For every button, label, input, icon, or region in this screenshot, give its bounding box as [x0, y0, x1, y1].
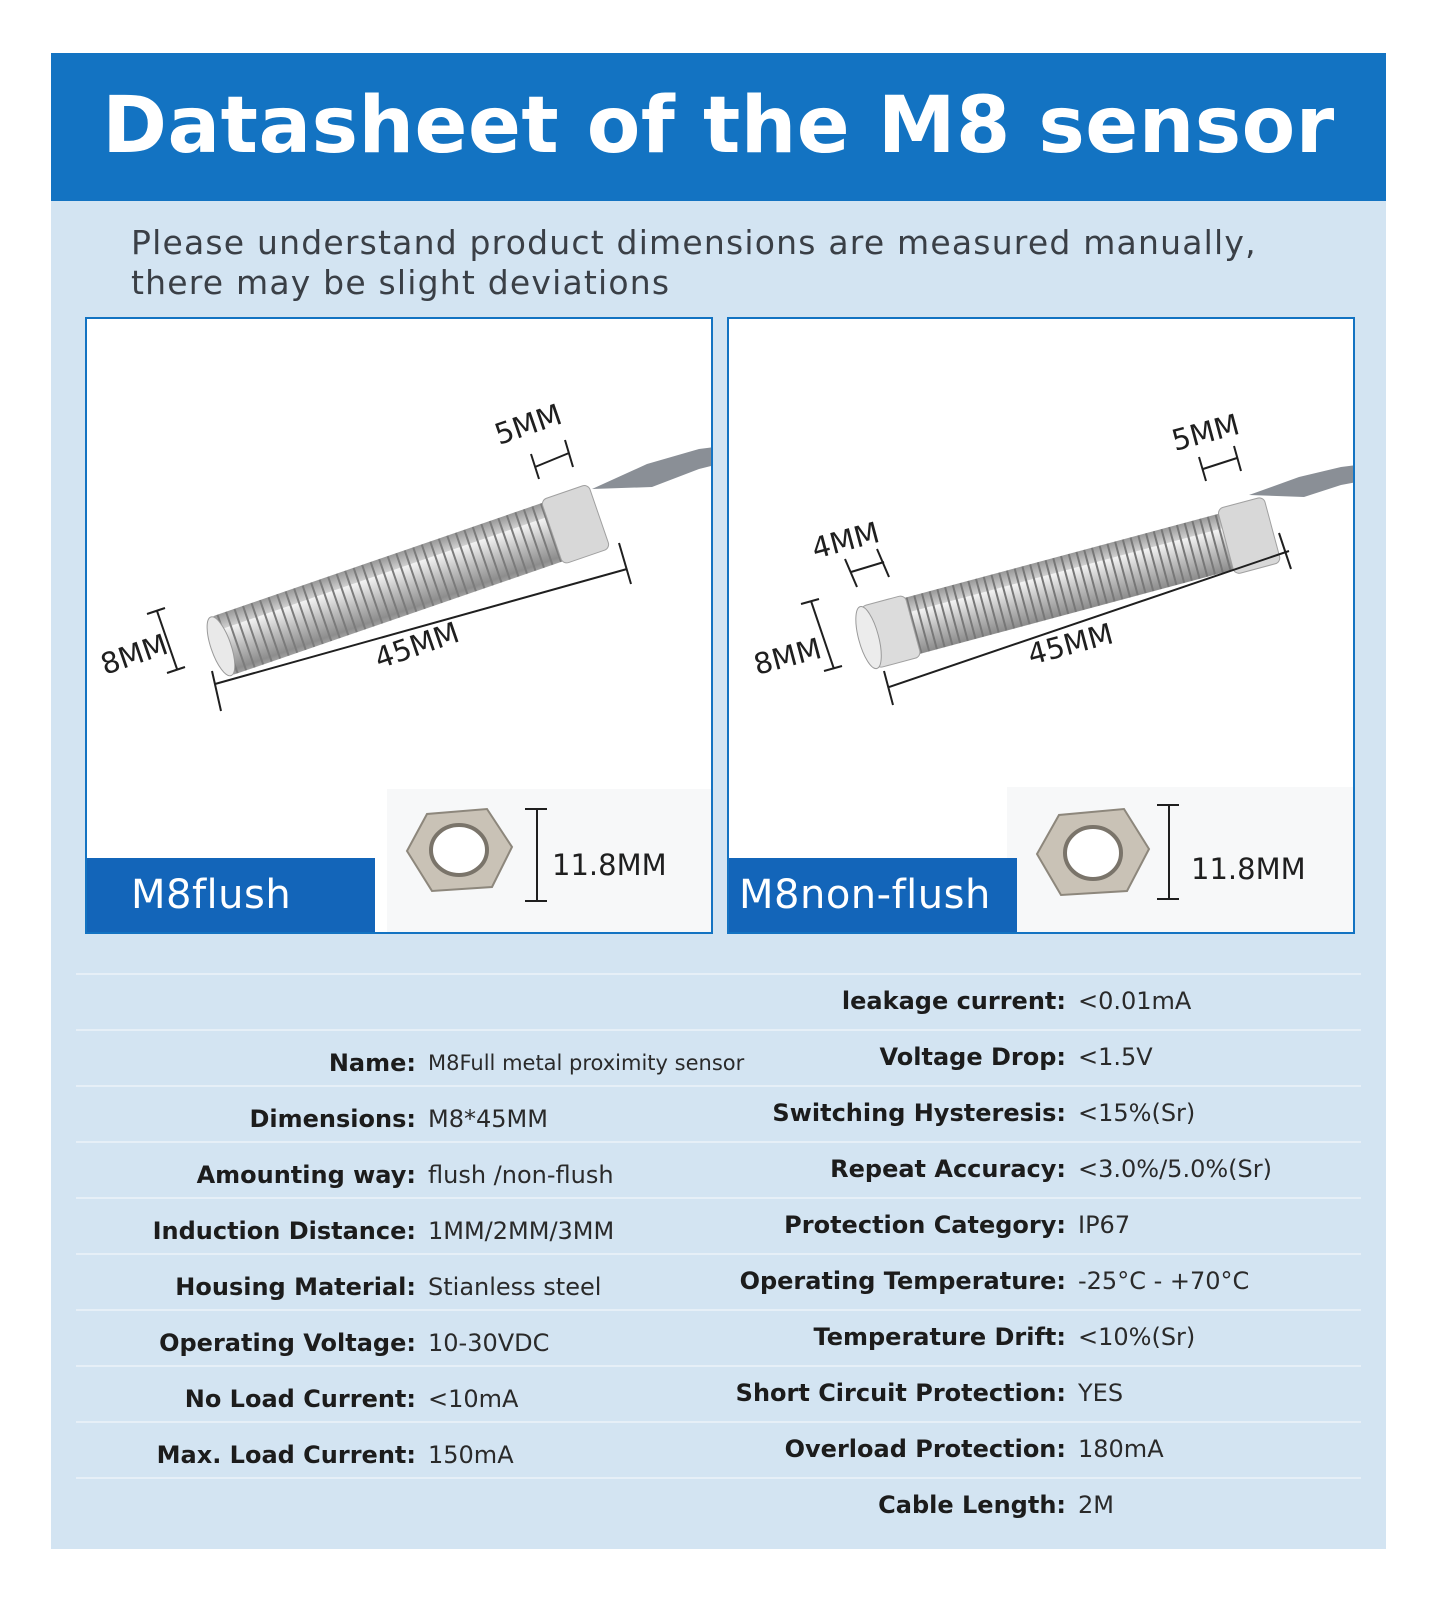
spec-row: [721, 1365, 1336, 1421]
spec-key: Repeat Accuracy:: [830, 1155, 1066, 1183]
spec-value: 150mA: [428, 1441, 514, 1469]
spec-key: Induction Distance:: [152, 1217, 416, 1245]
spec-value: 1MM/2MM/3MM: [428, 1217, 615, 1245]
spec-value: <10mA: [428, 1385, 519, 1413]
head-length-label: 4MM: [808, 515, 883, 566]
spec-row: [76, 1091, 796, 1147]
flush-sensor-illustration: [87, 319, 713, 934]
tip-length-label: 5MM: [490, 397, 567, 452]
spec-key: Cable Length:: [878, 1491, 1066, 1519]
spec-key: No Load Current:: [184, 1385, 416, 1413]
spec-key: Amounting way:: [196, 1161, 416, 1189]
spec-key: Overload Protection:: [784, 1435, 1066, 1463]
spec-value: -25°C - +70°C: [1078, 1267, 1250, 1295]
spec-value: <1.5V: [1078, 1043, 1153, 1071]
spec-value: <0.01mA: [1078, 987, 1192, 1015]
datasheet: [51, 53, 1386, 1549]
title-banner: [51, 53, 1386, 201]
spec-key: Voltage Drop:: [879, 1043, 1066, 1071]
diameter-label: 8MM: [96, 627, 173, 682]
measurement-note: Please understand product dimensions are measured manually, there may be slight deviations: [131, 223, 1257, 302]
cable: [592, 447, 713, 489]
spec-row: [721, 1085, 1336, 1141]
spec-table: [76, 973, 1361, 1533]
tip-length-label: 5MM: [1168, 407, 1243, 458]
diameter-label: 8MM: [750, 631, 825, 682]
spec-value: M8Full metal proximity sensor: [428, 1051, 745, 1075]
spec-key: Switching Hysteresis:: [772, 1099, 1066, 1127]
flush-sensor-panel: [85, 317, 713, 934]
spec-row: [76, 1203, 796, 1259]
spec-row: [721, 1421, 1336, 1477]
spec-row: [76, 1371, 796, 1427]
spec-value: <3.0%/5.0%(Sr): [1078, 1155, 1272, 1183]
spec-row: [721, 1477, 1336, 1533]
non-flush-label: M8non-flush: [729, 858, 1017, 932]
spec-value: flush /non-flush: [428, 1161, 614, 1189]
length-label: 45MM: [370, 615, 464, 676]
spec-key: Short Circuit Protection:: [735, 1379, 1066, 1407]
spec-key: Housing Material:: [175, 1273, 416, 1301]
spec-key: Protection Category:: [784, 1211, 1066, 1239]
spec-key: Operating Temperature:: [739, 1267, 1066, 1295]
spec-value: YES: [1078, 1379, 1124, 1407]
spec-key: Temperature Drift:: [813, 1323, 1066, 1351]
hex-nut: [1007, 787, 1355, 934]
spec-key: Max. Load Current:: [156, 1441, 416, 1469]
spec-value: <15%(Sr): [1078, 1099, 1196, 1127]
spec-key: leakage current:: [841, 987, 1066, 1015]
spec-row: [721, 1309, 1336, 1365]
spec-row: [721, 1197, 1336, 1253]
spec-row: [721, 973, 1336, 1029]
hex-nut: [387, 789, 713, 934]
nut-size-label: 11.8MM: [552, 848, 667, 882]
spec-row: [76, 1035, 796, 1091]
spec-row: [76, 1147, 796, 1203]
spec-key: Name:: [328, 1049, 416, 1077]
spec-value: 2M: [1078, 1491, 1114, 1519]
non-flush-sensor-panel: [727, 317, 1355, 934]
spec-value: IP67: [1078, 1211, 1131, 1239]
spec-row: [76, 1315, 796, 1371]
spec-row: [76, 1427, 796, 1483]
spec-row: [721, 1029, 1336, 1085]
nut-size-label: 11.8MM: [1191, 852, 1306, 886]
length-label: 45MM: [1024, 616, 1117, 672]
spec-value: 180mA: [1078, 1435, 1164, 1463]
spec-row: [76, 1259, 796, 1315]
spec-value: <10%(Sr): [1078, 1323, 1196, 1351]
spec-value: 10-30VDC: [428, 1329, 550, 1357]
page-title: Datasheet of the M8 sensor: [102, 81, 1335, 171]
non-flush-sensor-illustration: [729, 319, 1355, 934]
spec-value: Stianless steel: [428, 1273, 602, 1301]
spec-value: M8*45MM: [428, 1105, 548, 1133]
flush-label: M8flush: [87, 858, 375, 932]
spec-key: Dimensions:: [249, 1105, 416, 1133]
cable: [1249, 465, 1355, 497]
spec-row: [721, 1253, 1336, 1309]
spec-row: [721, 1141, 1336, 1197]
spec-key: Operating Voltage:: [159, 1329, 416, 1357]
